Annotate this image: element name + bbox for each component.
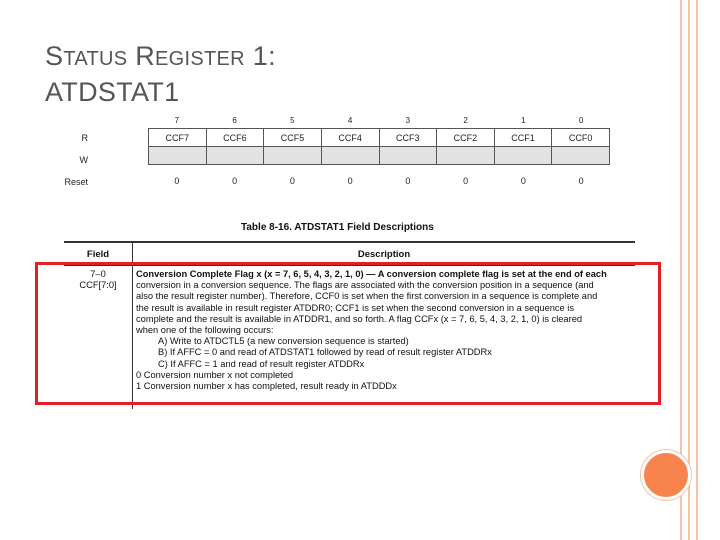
reset-value: 0: [347, 176, 353, 186]
reset-value: 0: [463, 176, 469, 186]
condition-line: C) If AFFC = 1 and read of result register ATDDRx: [158, 358, 365, 369]
reset-value: 0: [289, 176, 295, 186]
title-smallcaps: TATUS: [63, 48, 128, 70]
field-bits: 7–0: [90, 269, 106, 279]
highlight-box: [35, 262, 661, 405]
reset-value: 0: [520, 176, 526, 186]
bit-number: 6: [232, 116, 237, 125]
write-cell: [206, 147, 264, 165]
read-row: [149, 129, 610, 147]
write-cell: [149, 147, 207, 165]
title-initial: S: [45, 41, 64, 71]
write-cell: [321, 147, 379, 165]
slide-title-line2: ATDSTAT1: [45, 77, 180, 107]
write-cell: [437, 147, 495, 165]
register-field-cell: CCF6: [206, 129, 264, 147]
value-line: 0 Conversion number x not completed: [136, 369, 294, 380]
write-row-label: W: [79, 155, 88, 165]
bit-number-row: [148, 116, 610, 128]
condition-line: B) If AFFC = 0 and read of ATDSTAT1 followed by read of result register ATDDRx: [158, 347, 492, 358]
reset-value: 0: [405, 176, 411, 186]
register-field-cell: CCF7: [149, 129, 207, 147]
write-cell: [494, 147, 552, 165]
decorative-rail-middle: [688, 0, 690, 540]
description-line: when one of the following occurs:: [136, 325, 274, 336]
bit-number: 5: [290, 116, 295, 125]
register-field-cell: CCF0: [552, 129, 610, 147]
register-field-cell: CCF1: [494, 129, 552, 147]
title-suffix: 1:: [252, 41, 276, 71]
description-column-header: Description: [133, 242, 636, 266]
description-line: the result is available in result register ATDDR0; CCF1 is set when the second conversion in a sequence is: [136, 302, 575, 313]
title-initial: R: [135, 41, 156, 71]
bit-number: 2: [463, 116, 468, 125]
write-cell: [552, 147, 610, 165]
write-row: [149, 147, 610, 165]
write-cell: [379, 147, 437, 165]
register-field-cell: CCF5: [264, 129, 322, 147]
reset-row-label: Reset: [64, 177, 88, 187]
description-line: conversion in a conversion sequence. The flags are associated with the conversion position in a sequence (and: [136, 280, 594, 291]
reset-row: [148, 176, 610, 186]
reset-value: 0: [174, 176, 180, 186]
decorative-rail-right: [696, 0, 698, 540]
condition-line: A) Write to ATDCTL5 (a new conversion sequence is started): [158, 336, 409, 347]
slide-title-line1: [45, 40, 276, 76]
value-line: 1 Conversion number x has completed, result ready in ATDDDx: [136, 381, 397, 392]
table-caption: Table 8-16. ATDSTAT1 Field Descriptions: [241, 222, 434, 233]
register-field-cell: CCF4: [321, 129, 379, 147]
title-smallcaps: EGISTER: [155, 48, 245, 70]
bit-number: 4: [347, 116, 353, 125]
write-cell: [264, 147, 322, 165]
bit-number: 3: [405, 116, 411, 125]
register-field-cell: CCF2: [437, 129, 495, 147]
reset-value: 0: [232, 176, 238, 186]
field-name: CCF[7:0]: [79, 280, 117, 291]
read-row-label: R: [81, 133, 88, 143]
bit-number: 1: [521, 116, 526, 125]
register-table: [148, 128, 610, 165]
description-line: complete and the result is available in ATDDR1, and so forth. A flag CCFx (x = 7, 6, 5, 4, 3, 2, 1, 0) is cleared: [136, 313, 583, 324]
decorative-orange-circle: [641, 450, 691, 500]
field-column-header: Field: [64, 242, 133, 266]
bit-number: 0: [578, 116, 584, 125]
reset-value: 0: [578, 176, 584, 186]
description-line: Conversion Complete Flag x (x = 7, 6, 5, 4, 3, 2, 1, 0) — A conversion complete flag is set at the end of each: [136, 269, 607, 279]
register-field-cell: CCF3: [379, 129, 437, 147]
slide-title: [45, 40, 276, 109]
description-line: also the result register number). Therefore, CCF0 is set when the first conversion in a sequence is complete and: [136, 291, 598, 302]
bit-number: 7: [174, 116, 180, 125]
